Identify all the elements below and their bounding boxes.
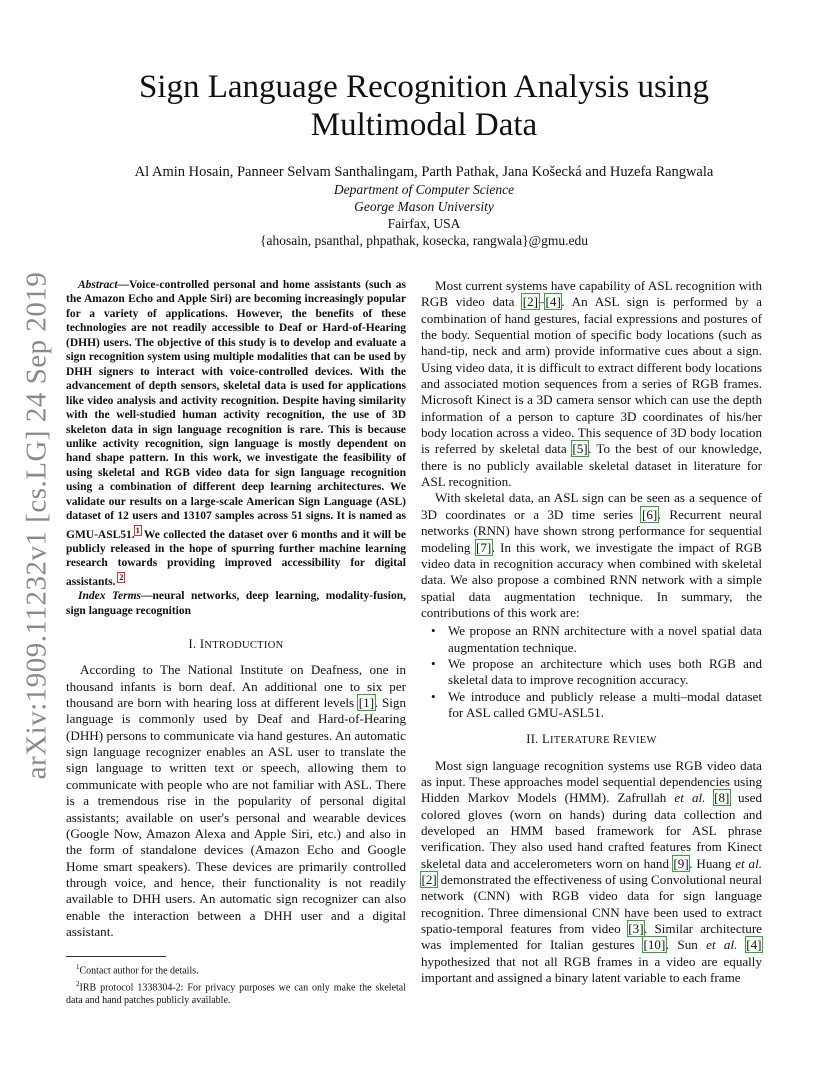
citation-link[interactable]: [6]	[641, 506, 658, 522]
arxiv-id: arXiv:1909.11232v1 [cs.LG] 24 Sep 2019	[20, 271, 53, 779]
paper-title	[80, 68, 768, 144]
department: Department of Computer Science	[333, 182, 515, 197]
citation-link[interactable]: [2]	[421, 872, 437, 888]
title-line-1: Sign Language Recognition Analysis using	[138, 69, 710, 105]
location: Fairfax, USA	[387, 216, 461, 231]
body-paragraph: Most current systems have capability of ASL recognition with RGB video data [2]–[4]. An ASL sign is performed by a combination of hand gestures, facial expressions and postures of the body. Sequential motion of specific body locations (such as hand-tip, neck and arm) provide informative cues about a sign. Using video data, it is difficult to extract different body locations and associated motion sequences from a series of RGB frames. Microsoft Kinect is a 3D camera sensor which can use the depth information of a person to capture 3D coordinates of his/her body location across a video. This sequence of 3D body location is referred by skeletal data [5]. To the best of our knowledge, there is no publicly available skeletal dataset in literature for ASL recognition.	[421, 278, 763, 490]
right-column	[421, 278, 762, 986]
abstract-text-2: We collected the dataset over 6 months and it will be publicly released in the hope of spurring further machine learning research towards providing improved accessibility for digital assistants.	[66, 528, 406, 588]
list-item: • We introduce and publicly release a multi–modal dataset for ASL called GMU-ASL51.	[448, 689, 762, 722]
citation-link[interactable]: [4]	[545, 294, 561, 310]
body-paragraph: Most sign language recognition systems use RGB video data as input. These approaches model sequential dependencies using Hidden Markov Models (HMM). Zafrullah et al. [8] used colored gloves (worn on hands) during data collection and developed an HMM based framework for ASL phrase verification. They also used hand crafted features from Kinect skeletal data and accelerometers worn on hand [9]. Huang et al. [2] demonstrated the effectiveness of using Convolutional neural network (CNN) with RGB video data for sign language recognition. Three dimensional CNN have been used to extract spatio-temporal features from video [3]. Similar architecture was implemented for Italian gestures [10]. Sun et al. [4] hypothesized that not all RGB frames in a video are equally important and assigned a binary latent variable to each frame	[421, 757, 762, 986]
index-terms	[66, 589, 406, 618]
citation-link[interactable]: [5]	[572, 441, 588, 457]
citation-link[interactable]: [10]	[643, 937, 666, 953]
footnote-rule	[66, 956, 166, 957]
footnote-2: $^2$IRB protocol 1338304-2: For privacy purposes we can only make the skeletal data and hand patches publicly available.	[66, 980, 406, 1006]
footnote-link-2[interactable]: 2	[119, 572, 124, 582]
contributions-list	[421, 623, 762, 721]
list-item: • We propose an RNN architecture with a novel spatial data augmentation technique.	[448, 623, 762, 656]
index-terms-text: —neural networks, deep learning, modality-fusion, sign language recognition	[66, 590, 406, 617]
citation-link[interactable]: [3]	[628, 921, 644, 937]
left-column	[66, 278, 406, 1007]
footnote-1: $^1$Contact author for the details.	[76, 963, 199, 977]
citation-link[interactable]: [2]	[522, 294, 538, 310]
citation-link[interactable]: [9]	[673, 855, 689, 871]
section-heading-introduction: I. INTRODUCTION	[188, 637, 284, 652]
abstract-text: —Voice-controlled personal and home assistants (such as the Amazon Echo and Apple Siri) are becoming increasingly popular for a variety of applications. However, the benefits of these technologies are not readily accessible to Deaf or Hard-of-Hearing (DHH) users. The objective of this study is to develop and evaluate a sign recognition system using multiple modalities that can be used by DHH signers to interact with voice-controlled devices. With the advancement of depth sensors, skeletal data is used for applications like video analysis and activity recognition. Despite having similarity with the well-studied human activity recognition, the use of 3D skeleton data in sign language recognition is rare. This is because unlike activity recognition, sign language is mostly dependent on hand shape pattern. In this work, we investigate the feasibility of using skeletal and RGB video data for sign language recognition using a combination of different deep learning architectures. We validate our results on a large-scale American Sign Language (ASL) dataset of 12 users and 13107 samples across 51 signs. It is named as GMU-ASL51.	[66, 279, 406, 541]
citation-link[interactable]: [7]	[476, 539, 492, 555]
arxiv-watermark	[20, 271, 53, 779]
affiliation-block	[80, 181, 768, 249]
university: George Mason University	[354, 199, 494, 214]
abstract	[66, 278, 406, 589]
abstract-lead: Abstract	[78, 279, 118, 291]
citation-link[interactable]: [8]	[714, 790, 730, 806]
body-paragraph: With skeletal data, an ASL sign can be seen as a sequence of 3D coordinates or a 3D time series [6]. Recurrent neural networks (RNN) have shown strong performance for sequential modeling [7]. In this work, we investigate the impact of RGB video data in recognition accuracy when combined with skeletal data. We also propose a combined RNN network with a simple spatial data augmentation technique. In summary, the contributions of this work are:	[421, 490, 763, 620]
footnote-link-1[interactable]: 1	[135, 525, 140, 535]
section-heading-literature-review: II. LITERATURE REVIEW	[526, 732, 657, 747]
intro-paragraph: According to The National Institute on Deafness, one in thousand infants is born deaf. An additional one to six per thousand are born with hearing loss at different levels [1]. Sign language is commonly used by Deaf and Hard-of-Hearing (DHH) persons to communicate via hand gestures. An automatic sign language recognizer enables an ASL user to translate the sign language to written text or speech, allowing them to communicate with people who are not familiar with ASL. There is a tremendous rise in the popularity of personal digital assistants; available on user's personal and wearable devices (Google Now, Amazon Alexa and Apple Siri, etc.) and also in the form of standalone devices (Amazon Echo and Google Home smart speakers). These devices are primarily controlled through voice, and hence, their functionality is not readily available to DHH users. An automatic sign recognizer can also enable the interaction between a DHH user and a digital assistant.	[66, 662, 406, 939]
citation-link[interactable]: [4]	[746, 937, 762, 953]
author-list: Al Amin Hosain, Panneer Selvam Santhalingam, Parth Pathak, Jana Košecká and Huzefa Rangwala	[134, 164, 714, 180]
emails: {ahosain, psanthal, phpathak, kosecka, rangwala}@gmu.edu	[260, 233, 588, 248]
list-item: • We propose an architecture which uses both RGB and skeletal data to improve recognition accuracy.	[448, 656, 762, 689]
index-terms-lead: Index Terms	[78, 590, 142, 603]
citation-link[interactable]: [1]	[358, 695, 375, 711]
title-line-2: Multimodal Data	[310, 107, 538, 143]
